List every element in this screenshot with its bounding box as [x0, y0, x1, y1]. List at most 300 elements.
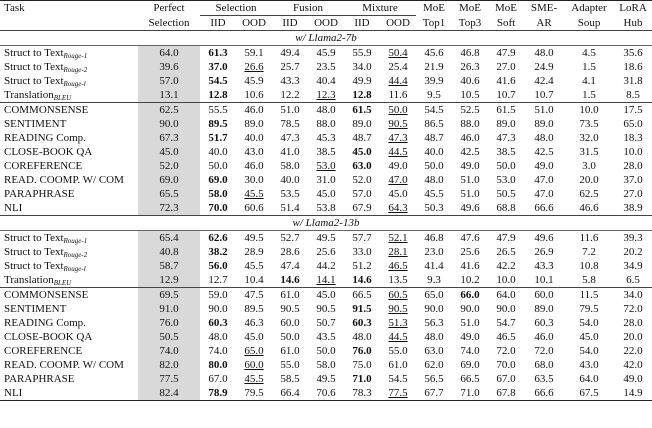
value-cell: 33.0 [352, 246, 372, 258]
header-moe-top3-line1: MoE [452, 1, 488, 16]
value-cell: 38.5 [496, 146, 516, 158]
value-cell: 18.6 [623, 61, 643, 73]
task-label: Struct to Text [4, 47, 64, 59]
value-cell: 28.1 [388, 246, 408, 258]
value-cell: 49.6 [460, 202, 480, 214]
task-label: Struct to Text [4, 232, 64, 244]
value-cell: 20.0 [623, 331, 643, 343]
value-cell: 10.7 [534, 89, 554, 101]
value-cell: 60.0 [280, 317, 300, 329]
task-label: READ. COOMP. W/ COM [4, 359, 124, 371]
task-label: PARAPHRASE [4, 373, 75, 385]
value-cell: 51.0 [460, 317, 480, 329]
table-row [0, 386, 652, 401]
value-cell: 61.3 [200, 46, 236, 61]
task-label: Struct to Text [4, 75, 64, 87]
value-cell: 58.0 [316, 359, 336, 371]
value-cell: 61.5 [344, 103, 380, 118]
value-cell: 10.0 [564, 103, 614, 118]
value-cell: 90.0 [208, 303, 228, 315]
header-selection-iid: IID [210, 17, 226, 29]
task-label: CLOSE-BOOK QA [4, 331, 93, 343]
header-moe-soft-line1: MoE [488, 1, 524, 16]
value-cell: 55.0 [280, 359, 300, 371]
table-row [0, 159, 652, 173]
perfect-selection-cell: 65.5 [138, 187, 200, 201]
value-cell: 43.0 [244, 146, 264, 158]
task-metric: Rouge-2 [63, 251, 88, 259]
header-row-2 [0, 16, 652, 31]
perfect-selection-cell: 69.5 [138, 288, 200, 303]
task-name [0, 145, 138, 159]
perfect-selection-cell: 77.5 [138, 372, 200, 386]
value-cell: 28.6 [280, 246, 300, 258]
value-cell: 39.3 [614, 231, 652, 246]
table-row [0, 74, 652, 88]
task-name [0, 159, 138, 173]
task-name [0, 372, 138, 386]
value-cell: 42.0 [623, 359, 643, 371]
value-cell: 49.6 [524, 231, 564, 246]
header-task-blank [0, 16, 138, 31]
value-cell: 26.9 [534, 246, 554, 258]
task-label: COMMONSENSE [4, 104, 89, 116]
value-cell: 48.0 [534, 132, 554, 144]
value-cell: 26.5 [496, 246, 516, 258]
value-cell: 61.5 [488, 103, 524, 118]
value-cell: 43.0 [579, 359, 599, 371]
value-cell: 90.0 [460, 303, 480, 315]
value-cell: 1.5 [582, 61, 596, 73]
value-cell: 10.5 [460, 89, 480, 101]
task-metric: BLEU [53, 279, 72, 287]
value-cell: 47.3 [496, 132, 516, 144]
value-cell: 67.9 [352, 202, 372, 214]
value-cell: 10.7 [496, 89, 516, 101]
value-cell: 14.9 [614, 386, 652, 401]
value-cell: 49.0 [460, 331, 480, 343]
value-cell: 32.0 [579, 132, 599, 144]
perfect-selection-cell: 72.3 [138, 201, 200, 216]
value-cell: 47.6 [452, 231, 488, 246]
value-cell: 47.4 [280, 260, 300, 272]
value-cell: 62.0 [424, 359, 444, 371]
value-cell: 28.0 [623, 160, 643, 172]
header-row-1 [0, 1, 652, 16]
value-cell: 72.0 [623, 303, 643, 315]
table-row [0, 358, 652, 372]
value-cell: 55.5 [200, 103, 236, 118]
value-cell: 3.0 [582, 160, 596, 172]
header-fusion-ood: OOD [314, 17, 338, 29]
task-label: SENTIMENT [4, 118, 67, 130]
value-cell: 52.7 [272, 231, 308, 246]
value-cell: 43.3 [280, 75, 300, 87]
task-name [0, 358, 138, 372]
task-name [0, 88, 138, 103]
table-row [0, 201, 652, 216]
value-cell: 47.0 [534, 188, 554, 200]
value-cell: 46.3 [244, 317, 264, 329]
header-sme-line1: SME- [524, 1, 564, 16]
perfect-selection-cell: 82.4 [138, 386, 200, 401]
value-cell: 55.9 [344, 46, 380, 61]
value-cell: 40.4 [316, 75, 336, 87]
value-cell: 30.0 [244, 174, 264, 186]
value-cell: 54.7 [496, 317, 516, 329]
value-cell: 89.0 [534, 303, 554, 315]
task-label: Struct to Text [4, 260, 64, 272]
group-header-row [0, 216, 652, 231]
value-cell: 34.9 [623, 260, 643, 272]
value-cell: 20.2 [623, 246, 643, 258]
value-cell: 66.6 [534, 202, 554, 214]
task-name [0, 103, 138, 118]
value-cell: 90.5 [316, 303, 336, 315]
value-cell: 54.0 [579, 317, 599, 329]
task-metric: Rouge-2 [63, 66, 88, 74]
task-label: COMMONSENSE [4, 289, 89, 301]
value-cell: 34.0 [614, 288, 652, 303]
perfect-selection-cell: 52.0 [138, 159, 200, 173]
value-cell: 90.5 [388, 118, 408, 130]
value-cell: 89.0 [496, 118, 516, 130]
value-cell: 61.0 [388, 359, 408, 371]
value-cell: 67.5 [564, 386, 614, 401]
value-cell: 86.5 [424, 118, 444, 130]
value-cell: 20.0 [579, 174, 599, 186]
table-row [0, 259, 652, 273]
value-cell: 34.0 [352, 61, 372, 73]
task-metric: BLEU [53, 94, 72, 102]
perfect-selection-cell: 12.9 [138, 273, 200, 288]
value-cell: 42.2 [496, 260, 516, 272]
value-cell: 66.4 [272, 386, 308, 401]
group-header-row [0, 31, 652, 46]
value-cell: 12.8 [208, 89, 228, 101]
value-cell: 65.0 [244, 345, 264, 357]
task-name [0, 344, 138, 358]
value-cell: 60.3 [208, 317, 228, 329]
value-cell: 56.3 [424, 317, 444, 329]
value-cell: 27.0 [623, 188, 643, 200]
task-name [0, 316, 138, 330]
value-cell: 47.0 [534, 174, 554, 186]
value-cell: 57.0 [352, 188, 372, 200]
value-cell: 18.3 [623, 132, 643, 144]
value-cell: 65.0 [416, 288, 452, 303]
table-row [0, 302, 652, 316]
value-cell: 10.0 [496, 274, 516, 286]
value-cell: 75.0 [352, 359, 372, 371]
value-cell: 50.0 [424, 160, 444, 172]
value-cell: 89.5 [244, 303, 264, 315]
value-cell: 10.0 [623, 146, 643, 158]
value-cell: 12.2 [280, 89, 300, 101]
value-cell: 74.0 [460, 345, 480, 357]
value-cell: 43.3 [534, 260, 554, 272]
value-cell: 90.0 [424, 303, 444, 315]
value-cell: 91.5 [352, 303, 372, 315]
value-cell: 54.5 [416, 103, 452, 118]
value-cell: 39.9 [424, 75, 444, 87]
value-cell: 48.7 [424, 132, 444, 144]
value-cell: 90.5 [280, 303, 300, 315]
value-cell: 44.5 [388, 331, 408, 343]
value-cell: 58.0 [280, 160, 300, 172]
value-cell: 14.6 [352, 274, 372, 286]
value-cell: 28.9 [244, 246, 264, 258]
value-cell: 64.0 [488, 288, 524, 303]
value-cell: 71.0 [352, 373, 372, 385]
value-cell: 62.6 [200, 231, 236, 246]
value-cell: 46.0 [534, 331, 554, 343]
value-cell: 50.0 [208, 160, 228, 172]
value-cell: 22.0 [623, 345, 643, 357]
value-cell: 47.9 [488, 46, 524, 61]
value-cell: 54.5 [388, 373, 408, 385]
value-cell: 8.5 [626, 89, 640, 101]
header-task: Task [0, 1, 138, 16]
task-label: READING Comp. [4, 132, 86, 144]
task-metric: Rouge-l [63, 80, 86, 88]
value-cell: 88.0 [316, 118, 336, 130]
perfect-selection-cell: 57.0 [138, 74, 200, 88]
perfect-selection-cell: 58.7 [138, 259, 200, 273]
value-cell: 7.2 [582, 246, 596, 258]
value-cell: 49.0 [460, 160, 480, 172]
value-cell: 10.6 [244, 89, 264, 101]
value-cell: 90.0 [496, 303, 516, 315]
value-cell: 51.4 [280, 202, 300, 214]
value-cell: 48.0 [524, 46, 564, 61]
value-cell: 44.4 [388, 75, 408, 87]
value-cell: 51.0 [460, 188, 480, 200]
value-cell: 53.8 [316, 202, 336, 214]
task-label: PARAPHRASE [4, 188, 75, 200]
value-cell: 89.0 [352, 118, 372, 130]
table-row [0, 60, 652, 74]
value-cell: 40.0 [244, 132, 264, 144]
task-name [0, 231, 138, 246]
value-cell: 42.5 [534, 146, 554, 158]
value-cell: 50.3 [424, 202, 444, 214]
value-cell: 27.0 [496, 61, 516, 73]
value-cell: 40.0 [424, 146, 444, 158]
value-cell: 42.5 [460, 146, 480, 158]
task-label: Translation [4, 274, 54, 286]
value-cell: 41.6 [496, 75, 516, 87]
value-cell: 25.6 [460, 246, 480, 258]
value-cell: 4.5 [564, 46, 614, 61]
task-name [0, 273, 138, 288]
task-label: CLOSE-BOOK QA [4, 146, 93, 158]
value-cell: 77.5 [380, 386, 416, 401]
task-label: Struct to Text [4, 246, 64, 258]
header-mixture-iid: IID [354, 17, 370, 29]
value-cell: 60.0 [244, 359, 264, 371]
value-cell: 62.5 [579, 188, 599, 200]
value-cell: 50.5 [496, 188, 516, 200]
table-row [0, 273, 652, 288]
value-cell: 47.5 [236, 288, 272, 303]
header-perfect-line1: Perfect [138, 1, 200, 16]
value-cell: 48.0 [424, 174, 444, 186]
value-cell: 67.8 [488, 386, 524, 401]
value-cell: 66.0 [452, 288, 488, 303]
task-label: SENTIMENT [4, 303, 67, 315]
task-name [0, 117, 138, 131]
table-row [0, 187, 652, 201]
header-moe-top1-line1: MoE [416, 1, 452, 16]
value-cell: 12.8 [352, 89, 372, 101]
results-body [0, 31, 652, 401]
value-cell: 9.3 [427, 274, 441, 286]
task-label: COREFERENCE [4, 160, 83, 172]
value-cell: 11.6 [388, 89, 408, 101]
value-cell: 51.3 [388, 317, 408, 329]
value-cell: 23.0 [424, 246, 444, 258]
task-name [0, 201, 138, 216]
value-cell: 45.5 [244, 373, 264, 385]
value-cell: 11.6 [564, 231, 614, 246]
value-cell: 53.0 [496, 174, 516, 186]
perfect-selection-cell: 90.0 [138, 117, 200, 131]
header-lora-line2: Hub [623, 16, 643, 29]
value-cell: 38.2 [208, 246, 228, 258]
value-cell: 4.1 [582, 75, 596, 87]
group-label: w/ Llama2-13b [0, 216, 652, 231]
value-cell: 46.0 [460, 132, 480, 144]
perfect-selection-cell: 91.0 [138, 302, 200, 316]
value-cell: 89.0 [244, 118, 264, 130]
header-adapter-line1: Adapter [564, 1, 614, 16]
value-cell: 10.2 [460, 274, 480, 286]
value-cell: 54.5 [208, 75, 228, 87]
value-cell: 76.0 [352, 345, 372, 357]
value-cell: 11.5 [564, 288, 614, 303]
value-cell: 70.0 [496, 359, 516, 371]
value-cell: 45.0 [388, 188, 408, 200]
value-cell: 49.0 [388, 160, 408, 172]
value-cell: 68.8 [496, 202, 516, 214]
value-cell: 48.0 [208, 331, 228, 343]
header-adapter-line2: Soup [577, 16, 601, 29]
value-cell: 25.4 [388, 61, 408, 73]
table-row [0, 103, 652, 118]
table-row [0, 117, 652, 131]
value-cell: 45.0 [308, 288, 344, 303]
value-cell: 51.0 [460, 174, 480, 186]
value-cell: 46.6 [579, 202, 599, 214]
value-cell: 58.0 [208, 188, 228, 200]
task-name [0, 386, 138, 401]
value-cell: 60.5 [380, 288, 416, 303]
value-cell: 56.0 [208, 260, 228, 272]
value-cell: 37.0 [623, 174, 643, 186]
value-cell: 45.0 [244, 331, 264, 343]
perfect-selection-cell: 65.4 [138, 231, 200, 246]
value-cell: 28.0 [623, 317, 643, 329]
value-cell: 49.5 [316, 373, 336, 385]
value-cell: 53.5 [280, 188, 300, 200]
value-cell: 46.0 [236, 103, 272, 118]
task-label: COREFERENCE [4, 345, 83, 357]
table-row [0, 372, 652, 386]
value-cell: 45.0 [316, 188, 336, 200]
value-cell: 10.8 [579, 260, 599, 272]
value-cell: 25.6 [316, 246, 336, 258]
perfect-selection-cell: 64.0 [138, 46, 200, 61]
value-cell: 12.7 [208, 274, 228, 286]
task-name [0, 131, 138, 145]
value-cell: 49.0 [623, 373, 643, 385]
value-cell: 26.6 [244, 61, 264, 73]
value-cell: 60.3 [534, 317, 554, 329]
perfect-selection-cell: 76.0 [138, 316, 200, 330]
value-cell: 88.0 [460, 118, 480, 130]
value-cell: 70.6 [308, 386, 344, 401]
value-cell: 79.5 [579, 303, 599, 315]
value-cell: 51.0 [524, 103, 564, 118]
value-cell: 23.5 [316, 61, 336, 73]
value-cell: 72.0 [496, 345, 516, 357]
value-cell: 52.0 [352, 174, 372, 186]
value-cell: 66.5 [344, 288, 380, 303]
value-cell: 89.5 [208, 118, 228, 130]
value-cell: 61.0 [280, 345, 300, 357]
value-cell: 64.3 [388, 202, 408, 214]
value-cell: 59.0 [200, 288, 236, 303]
perfect-selection-cell: 45.0 [138, 145, 200, 159]
value-cell: 49.5 [308, 231, 344, 246]
value-cell: 38.9 [623, 202, 643, 214]
table-row [0, 145, 652, 159]
value-cell: 67.7 [416, 386, 452, 401]
table-row [0, 288, 652, 303]
value-cell: 40.6 [460, 75, 480, 87]
value-cell: 9.5 [427, 89, 441, 101]
value-cell: 6.5 [626, 274, 640, 286]
value-cell: 55.0 [388, 345, 408, 357]
value-cell: 68.0 [534, 359, 554, 371]
value-cell: 89.0 [534, 118, 554, 130]
value-cell: 79.5 [236, 386, 272, 401]
task-name [0, 259, 138, 273]
perfect-selection-cell: 62.5 [138, 103, 200, 118]
header-moe-soft-line2: Soft [496, 16, 516, 29]
value-cell: 41.4 [424, 260, 444, 272]
value-cell: 67.0 [496, 373, 516, 385]
header-perfect-line2: Selection [148, 16, 190, 29]
value-cell: 31.8 [623, 75, 643, 87]
value-cell: 35.6 [614, 46, 652, 61]
value-cell: 10.1 [534, 274, 554, 286]
value-cell: 38.5 [316, 146, 336, 158]
value-cell: 69.0 [460, 359, 480, 371]
value-cell: 80.0 [208, 359, 228, 371]
value-cell: 44.5 [388, 146, 408, 158]
value-cell: 71.0 [452, 386, 488, 401]
value-cell: 49.5 [236, 231, 272, 246]
perfect-selection-cell: 13.1 [138, 88, 200, 103]
task-name [0, 288, 138, 303]
task-label: NLI [4, 387, 23, 399]
table-row [0, 245, 652, 259]
perfect-selection-cell: 67.3 [138, 131, 200, 145]
task-name [0, 187, 138, 201]
task-metric: Rouge-l [63, 265, 86, 273]
